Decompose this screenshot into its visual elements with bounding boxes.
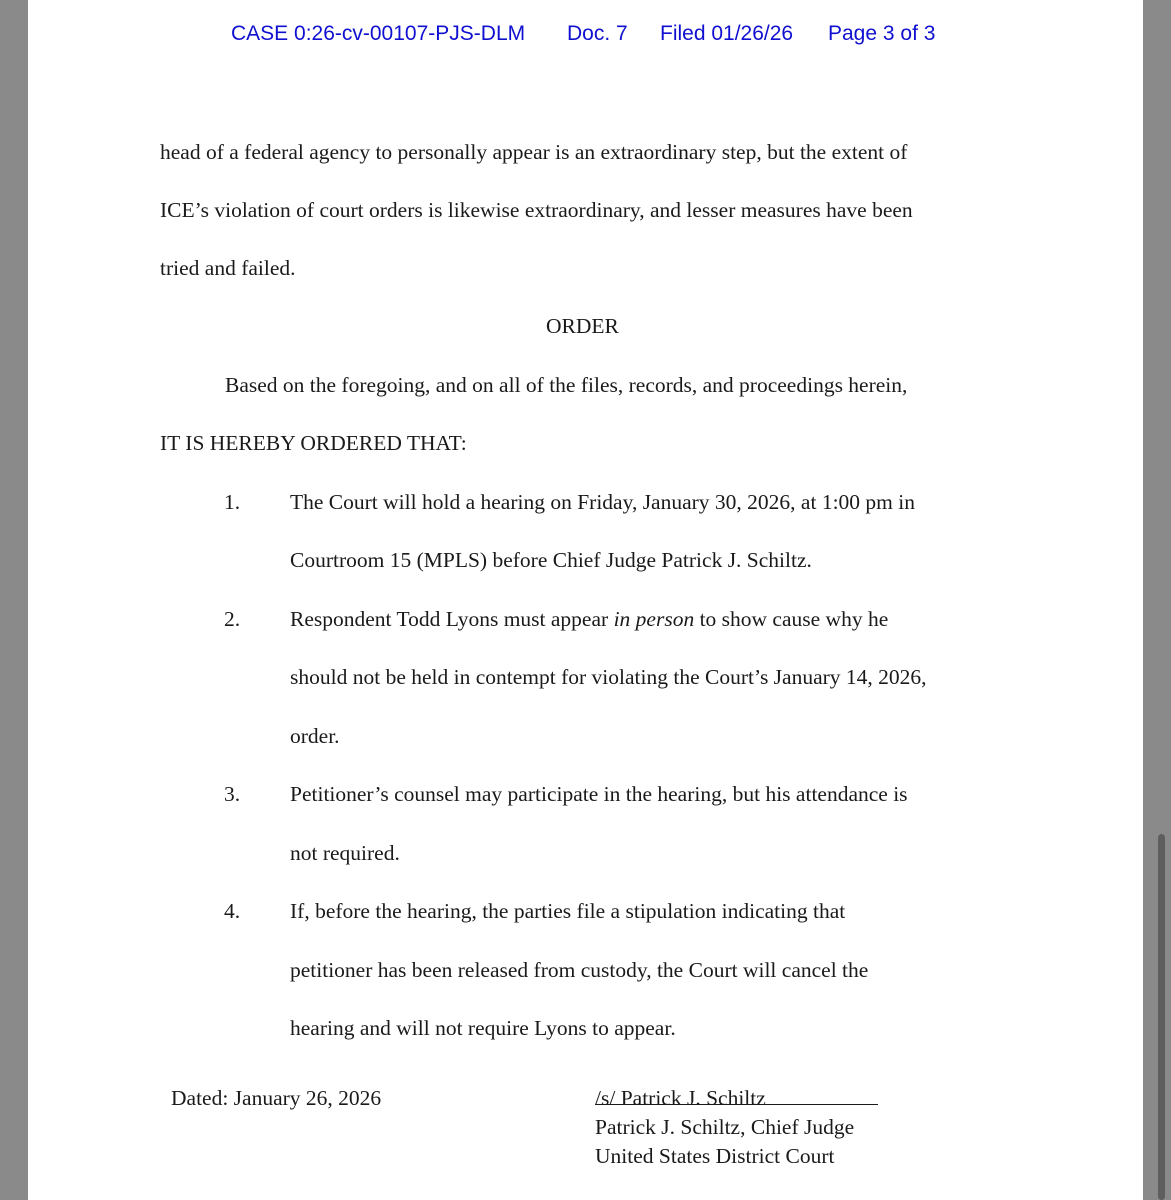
paragraph-line: Based on the foregoing, and on all of the files, records, and proceedings herein, <box>225 373 908 397</box>
document-page <box>28 0 1143 1200</box>
signer-title: Patrick J. Schiltz, Chief Judge <box>595 1115 855 1139</box>
item-line: If, before the hearing, the parties file a stipulation indicating that <box>290 899 846 923</box>
page-count: Page 3 of 3 <box>828 22 936 45</box>
item-line: The Court will hold a hearing on Friday, January 30, 2026, at 1:00 pm in <box>290 490 915 514</box>
vertical-scrollbar-thumb[interactable] <box>1158 834 1165 1200</box>
signature: /s/ Patrick J. Schiltz <box>595 1086 766 1110</box>
dated-line: Dated: January 26, 2026 <box>171 1086 382 1110</box>
filed-date: Filed 01/26/26 <box>660 22 794 45</box>
paragraph-line: ICE’s violation of court orders is likewise extraordinary, and lesser measures have been <box>160 198 913 222</box>
paragraph-line: tried and failed. <box>160 256 296 280</box>
paragraph-line: IT IS HEREBY ORDERED THAT: <box>160 431 467 455</box>
signature-rule <box>595 1104 878 1105</box>
item-line: petitioner has been released from custody, the Court will cancel the <box>290 958 869 982</box>
paragraph-line: head of a federal agency to personally appear is an extraordinary step, but the extent of <box>160 140 908 164</box>
item-line: order. <box>290 724 340 748</box>
order-heading: ORDER <box>546 314 619 338</box>
item-emphasis: in person <box>613 607 695 631</box>
item-number: 2. <box>224 607 241 631</box>
item-line: Courtroom 15 (MPLS) before Chief Judge Patrick J. Schiltz. <box>290 548 812 572</box>
item-line: not required. <box>290 841 400 865</box>
item-text: Respondent Todd Lyons must appear <box>290 607 614 631</box>
item-number: 1. <box>224 490 241 514</box>
scroll-track[interactable] <box>1143 0 1171 1200</box>
item-line: should not be held in contempt for violating the Court’s January 14, 2026, <box>290 665 927 689</box>
item-line: Petitioner’s counsel may participate in the hearing, but his attendance is <box>290 782 908 806</box>
case-number: CASE 0:26-cv-00107-PJS-DLM <box>231 22 526 45</box>
court-name: United States District Court <box>595 1144 835 1168</box>
doc-number: Doc. 7 <box>567 22 628 45</box>
item-number: 3. <box>224 782 241 806</box>
item-line <box>290 606 888 632</box>
item-number: 4. <box>224 899 241 923</box>
item-text: to show cause why he <box>694 607 889 631</box>
item-line: hearing and will not require Lyons to appear. <box>290 1016 676 1040</box>
